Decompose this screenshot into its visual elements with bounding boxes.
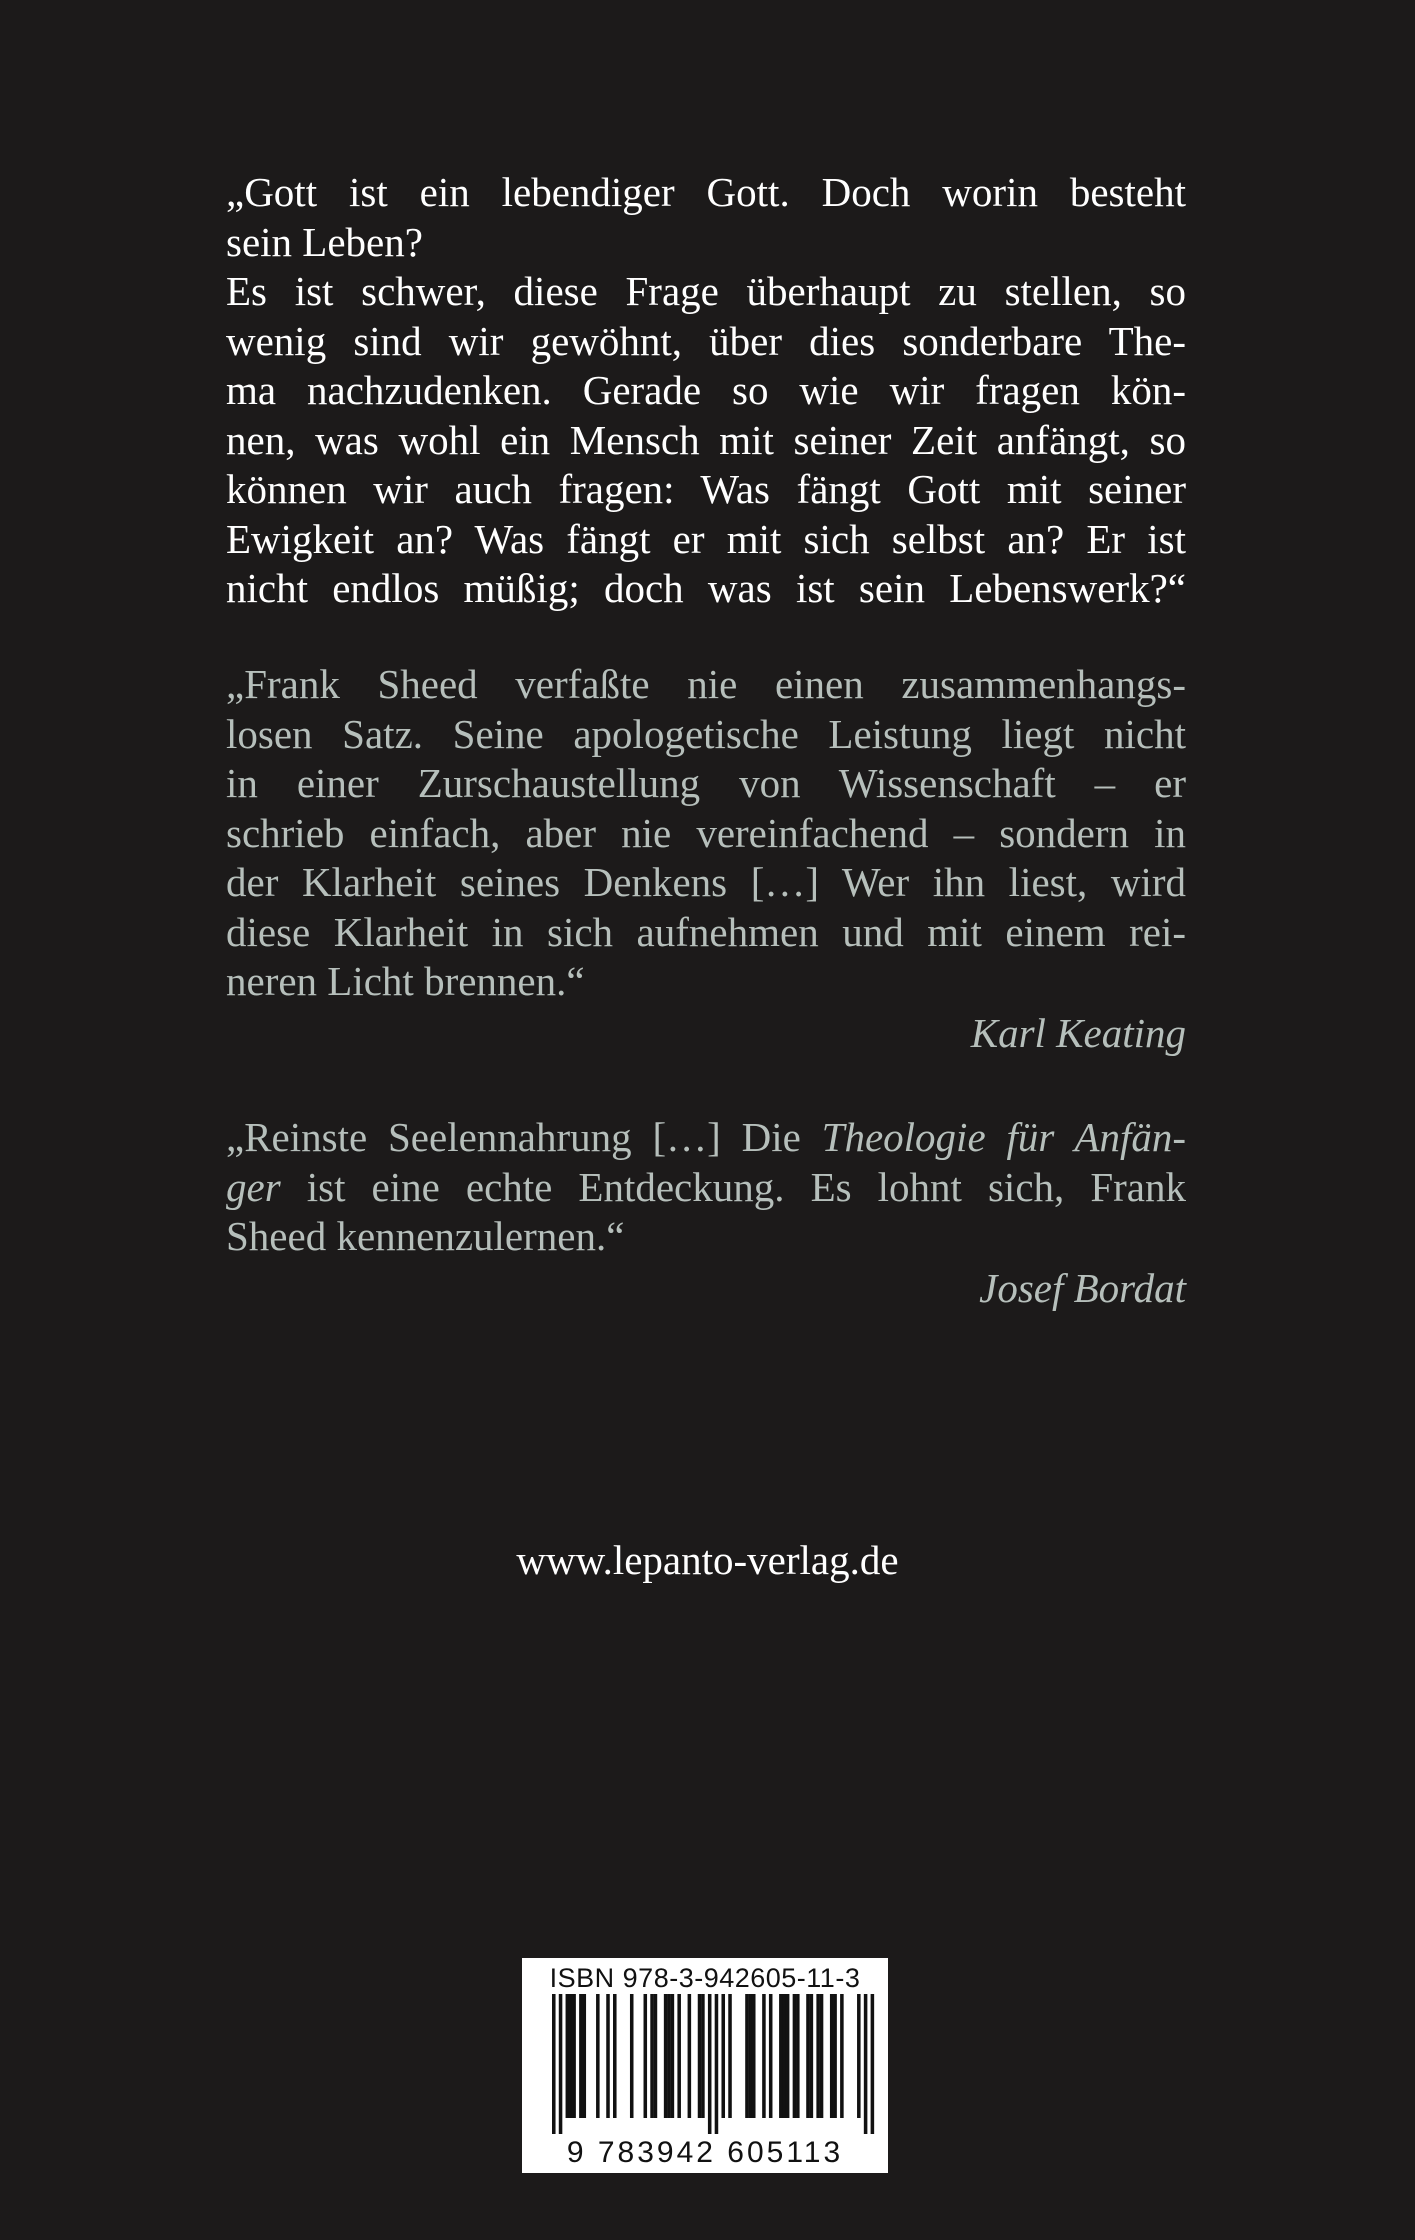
quote-line <box>226 1163 1186 1213</box>
barcode-bar <box>779 1994 783 2118</box>
isbn-label: ISBN 978-3-942605-11-3 <box>549 1963 861 1993</box>
barcode-bar <box>552 1994 556 2134</box>
intro-line: können wir auch fragen: Was fängt Gott mit seiner <box>226 466 1186 512</box>
quote-text: „Reinste Seelennahrung […] Die <box>226 1114 822 1160</box>
barcode-bars <box>530 1994 880 2134</box>
barcode-bar <box>583 1994 587 2118</box>
quote-text: ist eine echte Entdeckung. Es lohnt sich, Frank <box>280 1163 1186 1210</box>
barcode-bar <box>650 1994 654 2118</box>
quote-line: losen Satz. Seine apologetische Leistung liegt nicht <box>226 710 1186 757</box>
quote-author: Josef Bordat <box>979 1264 1186 1311</box>
intro-excerpt <box>226 168 1186 614</box>
quote-line: in einer Zurschaustellung von Wissenschaft – er <box>226 760 1186 806</box>
barcode-bar <box>708 1994 712 2134</box>
intro-line: Ewigkeit an? Was fängt er mit sich selbst an? Er ist <box>226 515 1186 562</box>
barcode-bar <box>840 1994 844 2118</box>
barcode-bar <box>572 1994 576 2118</box>
intro-line: wenig sind wir gewöhnt, über dies sonderbare The- <box>226 317 1186 364</box>
barcode-bar <box>752 1994 756 2118</box>
barcode-bar <box>644 1994 648 2118</box>
barcode-bar <box>816 1994 820 2118</box>
barcode-bar <box>566 1994 570 2118</box>
barcode-bar <box>749 1994 753 2118</box>
ean-digits: 9 783942 605113 <box>566 2136 844 2169</box>
quote-line: der Klarheit seines Denkens […] Wer ihn liest, wird <box>226 859 1186 905</box>
barcode-bar <box>606 1994 610 2118</box>
barcode-bar <box>630 1994 634 2118</box>
book-title: ger <box>226 1163 281 1210</box>
quote-line: Sheed kennenzulernen.“ <box>226 1213 625 1259</box>
review-quote-keating <box>226 660 1186 1058</box>
intro-line: Es ist schwer, diese Frage überhaupt zu stellen, so <box>226 268 1186 314</box>
barcode-bar <box>654 1994 658 2118</box>
barcode-bar <box>677 1994 681 2118</box>
barcode-bar <box>820 1994 824 2118</box>
quote-line <box>226 1113 1186 1163</box>
quote-line: diese Klarheit in sich aufnehmen und mit einem rei- <box>226 908 1186 955</box>
barcode-bar <box>810 1994 814 2118</box>
barcode-bar <box>721 1994 725 2118</box>
barcode-bar <box>701 1994 705 2118</box>
barcode-bar <box>579 1994 583 2118</box>
barcode-bar <box>667 1994 671 2118</box>
barcode-bar <box>698 1994 702 2118</box>
barcode-bar <box>569 1994 573 2118</box>
barcode-bar <box>830 1994 834 2118</box>
intro-line: sein Leben? <box>226 218 423 265</box>
barcode-bar <box>596 1994 600 2118</box>
barcode-bar <box>688 1994 692 2118</box>
barcode-bar <box>782 1994 786 2118</box>
barcode-bar <box>857 1994 861 2118</box>
quote-line: neren Licht brennen.“ <box>226 958 585 1004</box>
intro-line: nen, was wohl ein Mensch mit seiner Zeit anfängt, so <box>226 416 1186 463</box>
barcode-bar <box>613 1994 617 2118</box>
barcode-bar <box>806 1994 810 2118</box>
publisher-website: www.lepanto-verlag.de <box>516 1537 899 1583</box>
barcode-bar <box>762 1994 766 2118</box>
intro-line: „Gott ist ein lebendiger Gott. Doch worin besteht <box>226 169 1186 215</box>
intro-line: nicht endlos müßig; doch was ist sein Lebenswerk?“ <box>226 565 1186 611</box>
barcode-bar <box>671 1994 675 2118</box>
barcode-bar <box>664 1994 668 2118</box>
barcode-bar <box>745 1994 749 2118</box>
intro-line: ma nachzudenken. Gerade so wie wir fragen kön- <box>226 367 1186 413</box>
barcode-bar <box>793 1994 797 2118</box>
barcode-bar <box>769 1994 773 2118</box>
barcode-bar <box>864 1994 868 2134</box>
quote-line: schrieb einfach, aber nie vereinfachend – sondern in <box>226 809 1186 856</box>
quote-author: Karl Keating <box>970 1009 1186 1056</box>
barcode-bar <box>715 1994 719 2134</box>
review-quote-bordat <box>226 1113 1186 1313</box>
book-title: Theologie für Anfän- <box>821 1114 1186 1160</box>
isbn-barcode <box>522 1958 888 2173</box>
barcode-bar <box>728 1994 732 2118</box>
barcode-bar <box>796 1994 800 2118</box>
barcode-bar <box>786 1994 790 2118</box>
barcode-bar <box>559 1994 563 2134</box>
quote-line: „Frank Sheed verfaßte nie einen zusammenhangs- <box>226 661 1186 707</box>
barcode-bar <box>833 1994 837 2118</box>
barcode-bar <box>871 1994 875 2134</box>
